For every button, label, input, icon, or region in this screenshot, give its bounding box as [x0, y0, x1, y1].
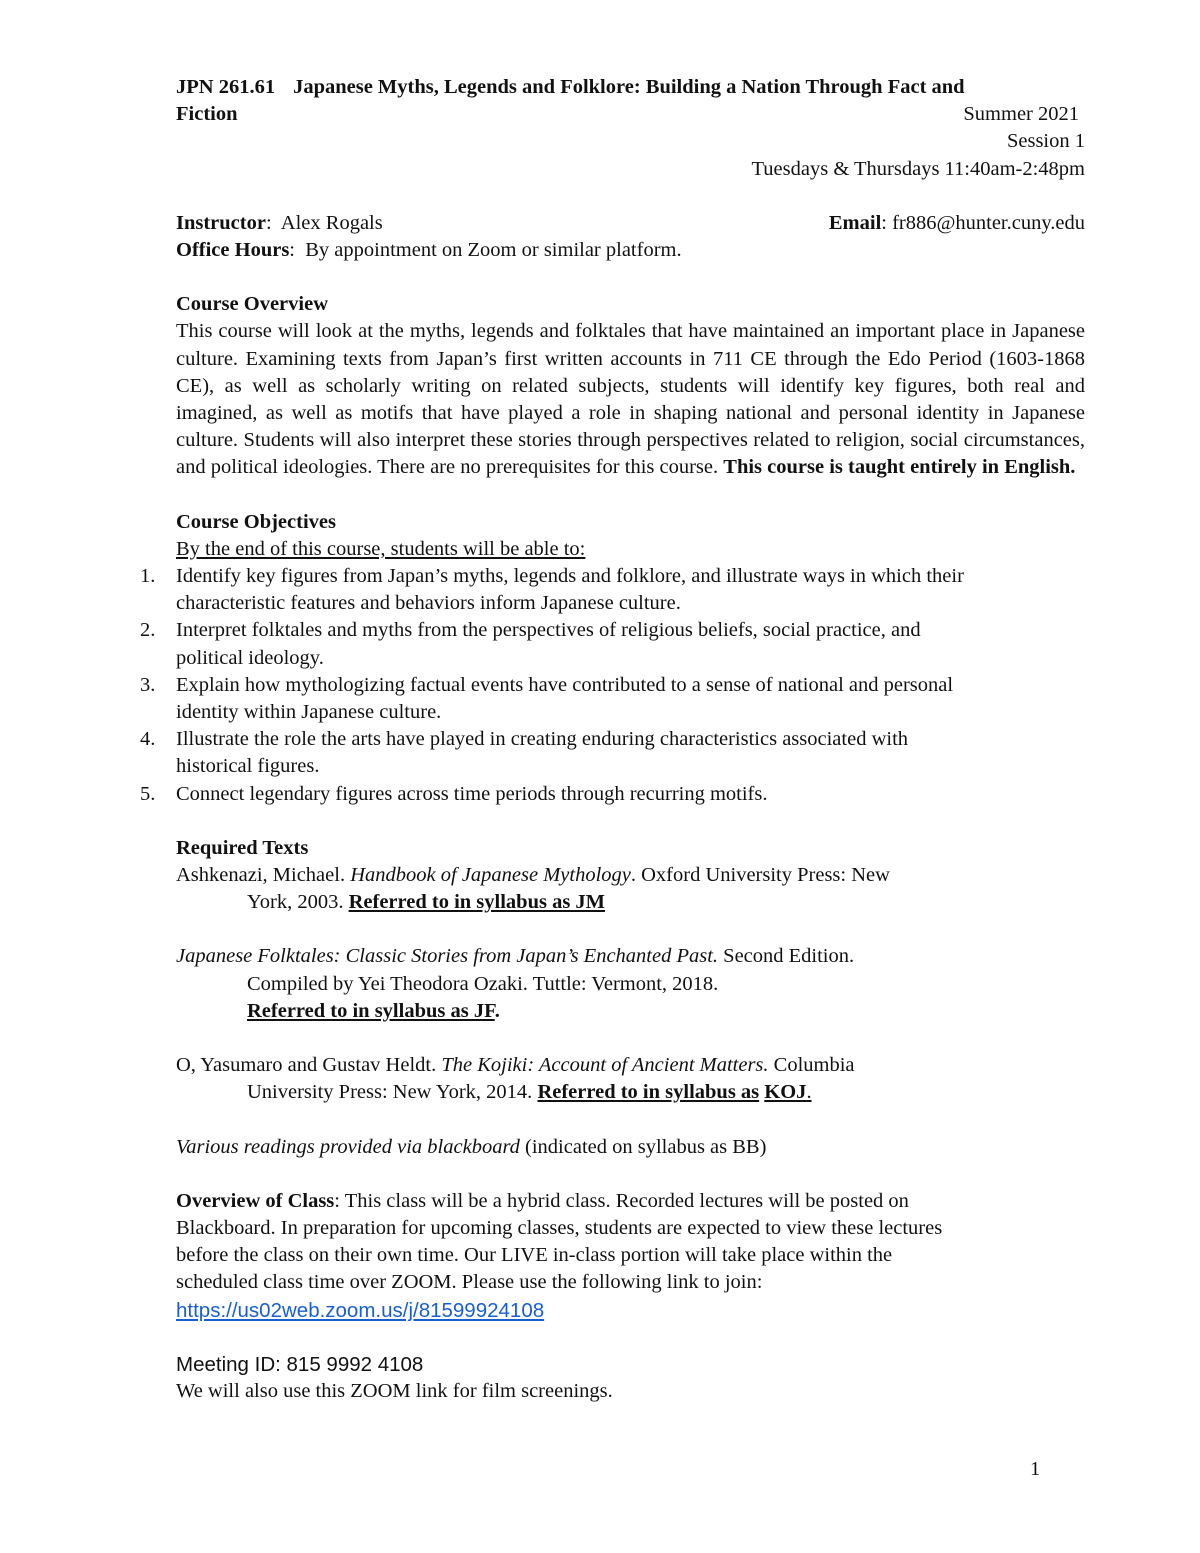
syllabus-content: [140, 74, 1085, 1405]
meeting-id: Meeting ID: 815 9992 4108: [176, 1352, 424, 1376]
objectives-heading: Course Objectives: [176, 510, 336, 533]
ref-jf: Referred to in syllabus as JF: [247, 999, 495, 1022]
office-hours-text: By appointment on Zoom or similar platform.: [305, 239, 682, 262]
instructor-row: Instructor: Alex Rogals Email: fr886@hunter.cuny.edu: [176, 211, 1085, 234]
class-overview-label: Overview of Class: [176, 1189, 335, 1212]
course-title: [176, 74, 1085, 101]
overview-body: [176, 318, 1085, 481]
email-label: Email: [828, 211, 882, 234]
overview-heading: Course Overview: [176, 293, 328, 316]
list-item: 4. Illustrate the role the arts have played in creating enduring characteristics associated with historical figures.: [140, 728, 909, 778]
list-item: 3. Explain how mythologizing factual events have contributed to a sense of national and personal identity within Japanese culture.: [140, 673, 954, 724]
session: Session 1: [1006, 130, 1085, 153]
text-citation-4: Various readings provided via blackboard (indicated on syllabus as BB): [176, 1135, 767, 1158]
overview-emphasis: This course is taught entirely in English.: [723, 456, 1076, 479]
instructor-label: Instructor: [176, 211, 266, 234]
office-hours-row: Office Hours: By appointment on Zoom or similar platform.: [176, 239, 682, 262]
course-title-line1: Japanese Myths, Legends and Folklore: Building a Nation Through Fact and: [293, 76, 965, 98]
ref-koj: Referred to in syllabus as: [537, 1081, 760, 1104]
class-overview: Overview of Class: This class will be a hybrid class. Recorded lectures will be posted on Blackboard. In preparation for upcoming classes, students are expected to view these lectures before the class on their own time. Our LIVE in-class portion will take place within the scheduled class time over ZOOM. Please use the following link to join: https://us02web.zoom.us/j/81599924108: [176, 1189, 943, 1322]
page-number: 1: [1030, 1458, 1041, 1480]
schedule: Tuesdays & Thursdays 11:40am-2:48pm: [751, 157, 1085, 180]
objectives-intro: By the end of this course, students will be able to:: [176, 537, 586, 560]
text-citation-3: O, Yasumaro and Gustav Heldt. The Kojiki: Account of Ancient Matters. Columbia University Press: New York, 2014. Referred to in syllabus as KOJ.: [176, 1054, 855, 1104]
office-hours-label: Office Hours: [176, 239, 290, 262]
text-citation-2: Japanese Folktales: Classic Stories from Japan’s Enchanted Past. Second Edition. Compiled by Yei Theodora Ozaki. Tuttle: Vermont, 2018. Referred to in syllabus as JF.: [176, 945, 855, 1022]
film-note: We will also use this ZOOM link for film screenings.: [176, 1379, 613, 1402]
list-item: 2. Interpret folktales and myths from the perspectives of religious beliefs, social practice, and political ideology.: [140, 619, 921, 669]
overview-text: This course will look at the myths, legends and folktales that have maintained an important place in Japanese culture. Examining texts from Japan’s first written accounts in 711 CE through the Edo Period (1603-1868 CE), as well as scholarly writing on related subjects, students will identify key figures, both real and imagined, as well as motifs that have played a role in shaping national and personal identity in Japanese culture. Students will also interpret these stories through perspectives related to religion, social circumstances, and political ideologies. There are no prerequisites for this course.: [176, 320, 1085, 479]
list-item: 1. Identify key figures from Japan’s myths, legends and folklore, and illustrate ways in which their characteristic features and behaviors inform Japanese culture.: [140, 565, 964, 615]
zoom-link[interactable]: https://us02web.zoom.us/j/81599924108: [176, 1298, 545, 1322]
list-item: 5. Connect legendary figures across time periods through recurring motifs.: [140, 782, 768, 805]
course-title-line2: Fiction: [176, 103, 238, 126]
title-term-row: [176, 101, 1085, 128]
objectives-list: [140, 563, 1085, 808]
ref-jm: Referred to in syllabus as JM: [348, 891, 606, 914]
instructor-name: Alex Rogals: [280, 211, 383, 234]
texts-heading: Required Texts: [176, 836, 309, 859]
course-code: JPN 261.61: [176, 76, 276, 98]
term: Summer 2021: [963, 103, 1079, 126]
email-address[interactable]: fr886@hunter.cuny.edu: [892, 211, 1085, 234]
text-citation-1: Ashkenazi, Michael. Handbook of Japanese Mythology. Oxford University Press: New York, 2003. Referred to in syllabus as JM: [176, 864, 890, 914]
